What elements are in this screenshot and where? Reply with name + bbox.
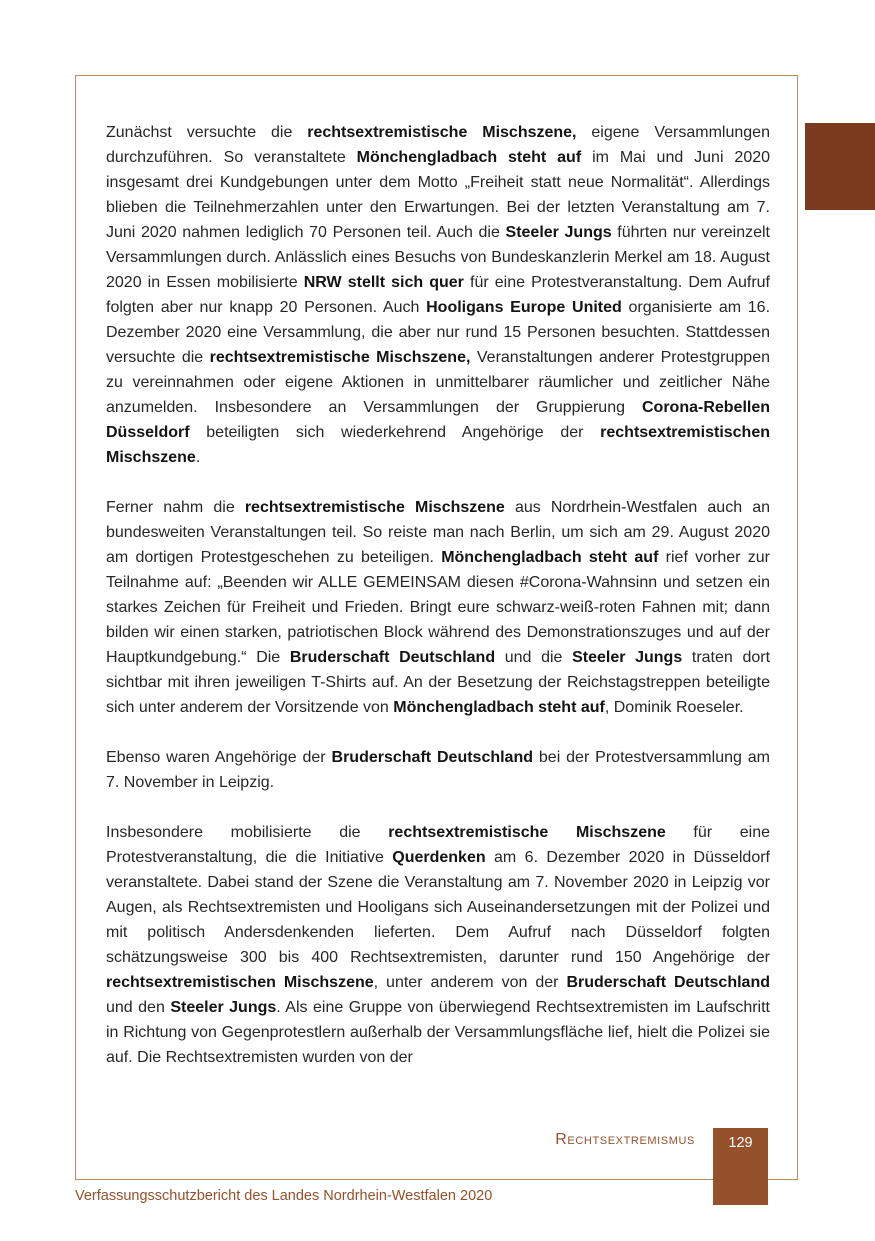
running-title: Rechtsextremismus: [555, 1131, 695, 1148]
chapter-edge-tab: [805, 123, 875, 210]
content-frame: [75, 75, 798, 1180]
page-number-box: [713, 1128, 768, 1205]
page-number: 129: [728, 1135, 753, 1151]
body-text: [106, 120, 770, 1095]
report-title-caption: Verfassungsschutzbericht des Landes Nordrhein-Westfalen 2020: [75, 1188, 493, 1204]
paragraph-1: Zunächst versuchte die rechtsextremistische Mischszene, eigene Versammlungen durchzuführen. So veranstaltete Mönchengladbach steht auf im Mai und Juni 2020 insgesamt drei Kundgebungen unter dem Motto „Freiheit statt neue Normalität“. Allerdings blieben die Teilnehmerzahlen unter den Erwartungen. Bei der letzten Veranstaltung am 7. Juni 2020 nahmen lediglich 70 Personen teil. Auch die Steeler Jungs führten nur vereinzelt Versammlungen durch. Anlässlich eines Besuchs von Bundeskanzlerin Merkel am 18. August 2020 in Essen mobilisierte NRW stellt sich quer für eine Protestveranstaltung. Dem Aufruf folgten aber nur knapp 20 Personen. Auch Hooligans Europe United organisierte am 16. Dezember 2020 eine Versammlung, die aber nur rund 15 Personen besuchten. Stattdessen versuchte die rechtsextremistische Mischszene, Veranstaltungen anderer Protestgruppen zu vereinnahmen oder eigene Aktionen in unmittelbarer räumlicher und zeitlicher Nähe anzumelden. Insbesondere an Versammlungen der Gruppierung Corona-Rebellen Düsseldorf beteiligten sich wiederkehrend Angehörige der rechtsextremistischen Mischszene.: [106, 124, 771, 466]
paragraph-3: Ebenso waren Angehörige der Bruderschaft Deutschland bei der Protestversammlung am 7. November in Leipzig.: [106, 749, 771, 791]
paragraph-2: Ferner nahm die rechtsextremistische Mischszene aus Nordrhein-Westfalen auch an bundesweiten Veranstaltungen teil. So reiste man nach Berlin, um sich am 29. August 2020 am dortigen Protestgeschehen zu beteiligen. Mönchengladbach steht auf rief vorher zur Teilnahme auf: „Beenden wir ALLE GEMEINSAM diesen #Corona-Wahnsinn und setzen ein starkes Zeichen für Freiheit und Frieden. Bringt eure schwarz-weiß-roten Fahnen mit; dann bilden wir einen starken, patriotischen Block während des Demonstrationszuges und auf der Hauptkundgebung.“ Die Bruderschaft Deutschland und die Steeler Jungs traten dort sichtbar mit ihren jeweiligen T-Shirts auf. An der Besetzung der Reichstagstreppen beteiligte sich unter anderem der Vorsitzende von Mönchengladbach steht auf, Dominik Roeseler.: [106, 499, 771, 716]
paragraph-4: Insbesondere mobilisierte die rechtsextremistische Mischszene für eine Protestveranstaltung, die die Initiative Querdenken am 6. Dezember 2020 in Düsseldorf veranstaltete. Dabei stand der Szene die Veranstaltung am 7. November 2020 in Leipzig vor Augen, als Rechtsextremisten und Hooligans sich Auseinandersetzungen mit der Polizei und mit politisch Andersdenkenden lieferten. Dem Aufruf nach Düsseldorf folgten schätzungsweise 300 bis 400 Rechtsextremisten, darunter rund 150 Angehörige der rechtsextremistischen Mischszene, unter anderem von der Bruderschaft Deutschland und den Steeler Jungs. Als eine Gruppe von überwiegend Rechtsextremisten im Laufschritt in Richtung von Gegenprotestlern außerhalb der Versammlungsfläche lief, hielt die Polizei sie auf. Die Rechtsextremisten wurden von der: [106, 824, 771, 1066]
